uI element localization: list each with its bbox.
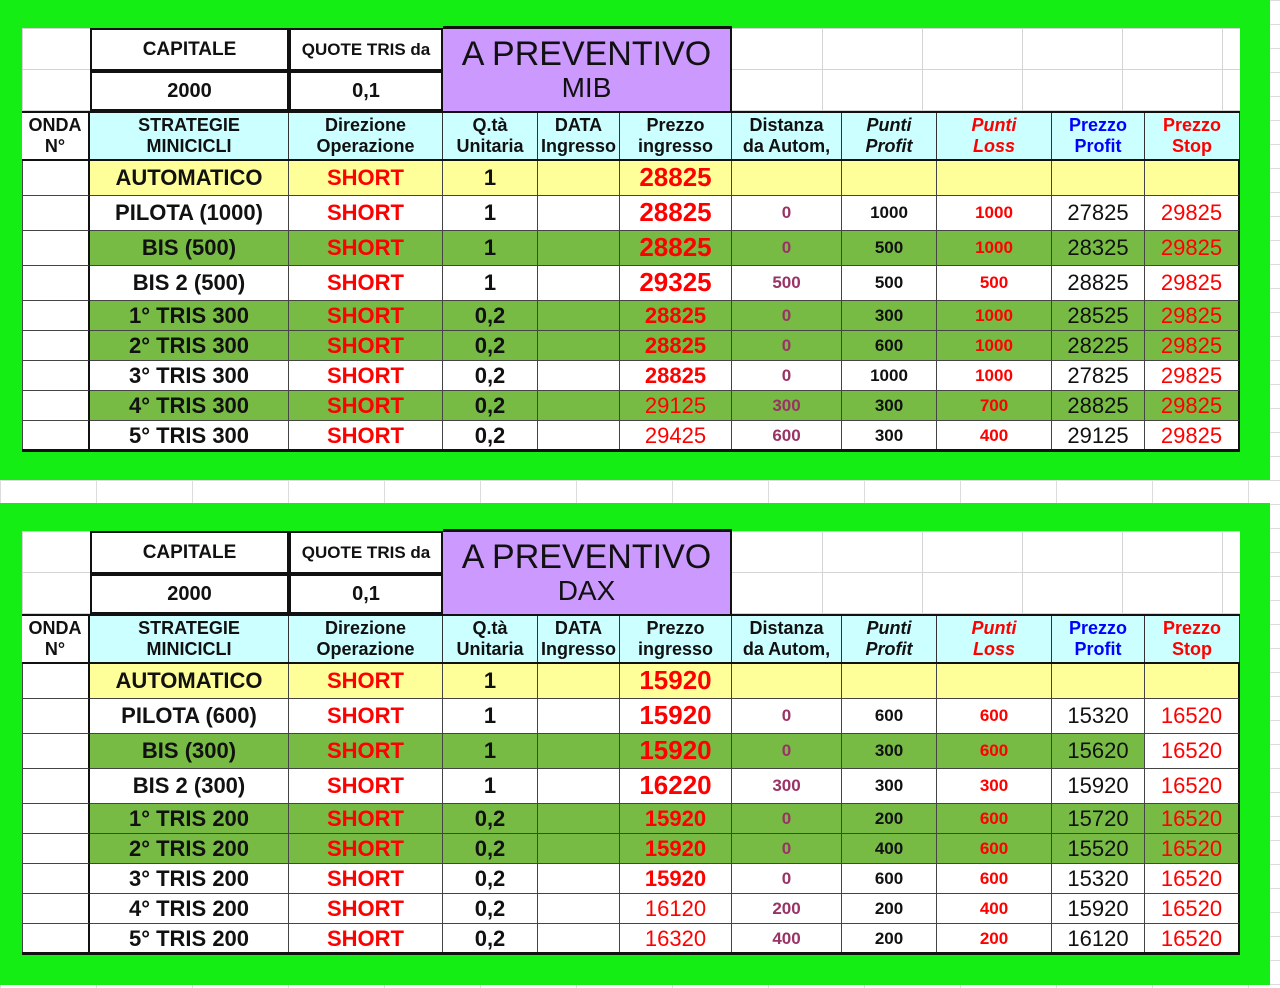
col-data-line-2: Ingresso [540,639,617,659]
stop-price-cell: 16520 [1145,804,1240,834]
punti-loss-cell: 700 [937,391,1052,421]
col-onda-line-2: N° [44,639,66,659]
col-punti-loss-line-2: Loss [972,639,1015,659]
col-distanza-line-2: da Autom, [742,639,831,659]
distance-cell: 0 [732,864,842,894]
quote-tris-value: 0,1 [289,574,443,614]
col-prezzo-ingresso [620,113,732,159]
punti-profit-cell: 1000 [842,196,937,231]
strategy-cell: AUTOMATICO [90,664,289,699]
direction-cell: SHORT [289,834,443,864]
qty-cell: 1 [443,699,538,734]
col-distanza-line-1: Distanza [749,115,824,136]
col-punti-profit-line-1: Punti [866,115,912,136]
col-prezzo-stop-line-1: Prezzo [1162,618,1222,639]
strategy-cell: 1° TRIS 300 [90,301,289,331]
date-cell [538,266,620,301]
entry-price-cell: 29325 [620,266,732,301]
strategy-cell: BIS 2 (500) [90,266,289,301]
direction-cell: SHORT [289,864,443,894]
strategy-cell: PILOTA (600) [90,699,289,734]
distance-cell: 0 [732,361,842,391]
col-strategie-line-1: STRATEGIE [138,618,240,639]
onda-cell [22,331,90,361]
col-data [538,113,620,159]
distance-cell [732,161,842,196]
col-punti-loss [937,616,1052,662]
punti-profit-cell: 600 [842,864,937,894]
qty-cell: 0,2 [443,361,538,391]
punti-loss-cell [937,664,1052,699]
col-direzione [289,616,443,662]
profit-price-cell [1052,161,1145,196]
stop-price-cell [1145,664,1240,699]
col-prezzo-stop [1145,113,1240,159]
punti-profit-cell: 200 [842,804,937,834]
col-distanza-line-2: da Autom, [742,136,831,156]
punti-loss-cell: 1000 [937,301,1052,331]
strategy-cell: 3° TRIS 300 [90,361,289,391]
stop-price-cell [1145,161,1240,196]
capitale-value: 2000 [90,574,289,614]
punti-loss-cell: 300 [937,769,1052,804]
profit-price-cell: 28325 [1052,231,1145,266]
col-data-line-1: DATA [554,618,603,639]
entry-price-cell: 15920 [620,864,732,894]
entry-price-cell: 28825 [620,301,732,331]
punti-loss-cell: 600 [937,699,1052,734]
onda-cell [22,421,90,451]
col-punti-loss-line-1: Punti [971,618,1017,639]
col-direzione [289,113,443,159]
col-prezzo-profit [1052,616,1145,662]
date-cell [538,894,620,924]
sheet-mib [22,28,1240,451]
strategy-cell: BIS (500) [90,231,289,266]
stop-price-cell: 29825 [1145,231,1240,266]
title-line-1: A PREVENTIVO [461,537,712,576]
direction-cell: SHORT [289,331,443,361]
stop-price-cell: 16520 [1145,834,1240,864]
profit-price-cell: 15320 [1052,699,1145,734]
stop-price-cell: 29825 [1145,301,1240,331]
punti-profit-cell: 600 [842,699,937,734]
date-cell [538,769,620,804]
index-name: MIB [561,72,612,104]
col-prezzo-ingresso-line-2: ingresso [637,136,714,156]
quote-tris-label: QUOTE TRIS da [289,531,443,574]
qty-cell: 1 [443,161,538,196]
strategy-cell: BIS (300) [90,734,289,769]
punti-loss-cell: 400 [937,894,1052,924]
date-cell [538,834,620,864]
onda-cell [22,301,90,331]
qty-cell: 0,2 [443,301,538,331]
distance-cell: 300 [732,769,842,804]
entry-price-cell: 15920 [620,699,732,734]
punti-profit-cell: 200 [842,894,937,924]
panel-dax [0,503,1270,985]
profit-price-cell: 27825 [1052,196,1145,231]
distance-cell: 0 [732,834,842,864]
col-punti-profit-line-1: Punti [866,618,912,639]
col-strategie-line-2: MINICICLI [146,639,232,659]
punti-loss-cell: 1000 [937,331,1052,361]
punti-loss-cell: 600 [937,834,1052,864]
onda-cell [22,266,90,301]
direction-cell: SHORT [289,734,443,769]
entry-price-cell: 28825 [620,196,732,231]
distance-cell: 400 [732,924,842,954]
qty-cell: 1 [443,266,538,301]
punti-profit-cell: 500 [842,231,937,266]
col-prezzo-profit [1052,113,1145,159]
col-punti-profit-line-2: Profit [865,136,913,156]
strategy-cell: 2° TRIS 200 [90,834,289,864]
col-prezzo-stop-line-2: Stop [1172,136,1212,156]
profit-price-cell: 15620 [1052,734,1145,769]
punti-loss-cell: 600 [937,804,1052,834]
stop-price-cell: 29825 [1145,361,1240,391]
qty-cell: 0,2 [443,834,538,864]
strategy-cell: 4° TRIS 300 [90,391,289,421]
col-onda-line-1: ONDA [28,115,82,136]
col-onda [22,616,90,662]
entry-price-cell: 16220 [620,769,732,804]
col-direzione-line-2: Operazione [316,639,415,659]
preventivo-title [443,529,732,614]
punti-profit-cell: 300 [842,391,937,421]
col-prezzo-stop [1145,616,1240,662]
punti-profit-cell [842,664,937,699]
date-cell [538,361,620,391]
strategy-cell: PILOTA (1000) [90,196,289,231]
col-distanza [732,616,842,662]
col-punti-profit [842,616,937,662]
stop-price-cell: 29825 [1145,391,1240,421]
col-prezzo-profit-line-2: Profit [1074,639,1122,659]
profit-price-cell: 15920 [1052,769,1145,804]
direction-cell: SHORT [289,266,443,301]
entry-price-cell: 28825 [620,331,732,361]
col-direzione-line-2: Operazione [316,136,415,156]
distance-cell: 0 [732,804,842,834]
onda-cell [22,864,90,894]
profit-price-cell: 27825 [1052,361,1145,391]
qty-cell: 0,2 [443,894,538,924]
punti-profit-cell: 300 [842,301,937,331]
col-data [538,616,620,662]
col-prezzo-stop-line-2: Stop [1172,639,1212,659]
qty-cell: 0,2 [443,421,538,451]
punti-loss-cell: 200 [937,924,1052,954]
onda-cell [22,391,90,421]
distance-cell: 0 [732,331,842,361]
col-prezzo-ingresso-line-1: Prezzo [646,618,705,639]
col-onda-line-1: ONDA [28,618,82,639]
profit-price-cell: 28825 [1052,266,1145,301]
date-cell [538,161,620,196]
col-qta-line-1: Q.tà [472,618,508,639]
strategy-cell: 3° TRIS 200 [90,864,289,894]
distance-cell: 300 [732,391,842,421]
col-prezzo-stop-line-1: Prezzo [1162,115,1222,136]
qty-cell: 1 [443,664,538,699]
punti-profit-cell: 400 [842,834,937,864]
direction-cell: SHORT [289,699,443,734]
col-prezzo-ingresso-line-1: Prezzo [646,115,705,136]
stop-price-cell: 16520 [1145,864,1240,894]
col-prezzo-ingresso-line-2: ingresso [637,639,714,659]
date-cell [538,331,620,361]
profit-price-cell: 15920 [1052,894,1145,924]
preventivo-title [443,26,732,111]
title-line-1: A PREVENTIVO [461,34,712,73]
profit-price-cell: 15520 [1052,834,1145,864]
date-cell [538,301,620,331]
profit-price-cell: 28525 [1052,301,1145,331]
col-punti-loss-line-2: Loss [972,136,1015,156]
capitale-label: CAPITALE [90,28,289,71]
punti-loss-cell: 1000 [937,361,1052,391]
qty-cell: 0,2 [443,804,538,834]
col-qta-line-2: Unitaria [456,639,524,659]
stop-price-cell: 29825 [1145,421,1240,451]
table-bottom-border [22,449,1240,452]
punti-profit-cell: 300 [842,421,937,451]
punti-loss-cell: 500 [937,266,1052,301]
col-data-line-1: DATA [554,115,603,136]
quote-tris-label: QUOTE TRIS da [289,28,443,71]
sheet-dax [22,531,1240,954]
direction-cell: SHORT [289,361,443,391]
col-qta [443,113,538,159]
onda-cell [22,924,90,954]
profit-price-cell: 29125 [1052,421,1145,451]
strategy-cell: 4° TRIS 200 [90,894,289,924]
direction-cell: SHORT [289,231,443,266]
distance-cell [732,664,842,699]
entry-price-cell: 15920 [620,734,732,769]
entry-price-cell: 15920 [620,834,732,864]
profit-price-cell: 15320 [1052,864,1145,894]
direction-cell: SHORT [289,664,443,699]
onda-cell [22,734,90,769]
stop-price-cell: 29825 [1145,196,1240,231]
entry-price-cell: 15920 [620,664,732,699]
date-cell [538,196,620,231]
direction-cell: SHORT [289,301,443,331]
distance-cell: 0 [732,196,842,231]
capitale-label: CAPITALE [90,531,289,574]
capitale-value: 2000 [90,71,289,111]
onda-cell [22,834,90,864]
date-cell [538,699,620,734]
punti-loss-cell: 1000 [937,196,1052,231]
col-punti-profit-line-2: Profit [865,639,913,659]
date-cell [538,664,620,699]
profit-price-cell: 15720 [1052,804,1145,834]
direction-cell: SHORT [289,894,443,924]
punti-profit-cell: 500 [842,266,937,301]
col-qta-line-1: Q.tà [472,115,508,136]
direction-cell: SHORT [289,421,443,451]
punti-loss-cell: 600 [937,734,1052,769]
qty-cell: 1 [443,196,538,231]
col-direzione-line-1: Direzione [324,115,407,136]
col-distanza [732,113,842,159]
profit-price-cell: 16120 [1052,924,1145,954]
onda-cell [22,699,90,734]
date-cell [538,804,620,834]
punti-profit-cell [842,161,937,196]
entry-price-cell: 16120 [620,894,732,924]
onda-cell [22,894,90,924]
panel-mib [0,0,1270,480]
col-distanza-line-1: Distanza [749,618,824,639]
strategy-cell: BIS 2 (300) [90,769,289,804]
col-punti-profit [842,113,937,159]
direction-cell: SHORT [289,161,443,196]
col-prezzo-profit-line-1: Prezzo [1068,115,1128,136]
stop-price-cell: 16520 [1145,699,1240,734]
punti-profit-cell: 200 [842,924,937,954]
punti-loss-cell [937,161,1052,196]
profit-price-cell [1052,664,1145,699]
col-onda [22,113,90,159]
stop-price-cell: 29825 [1145,266,1240,301]
distance-cell: 200 [732,894,842,924]
entry-price-cell: 29425 [620,421,732,451]
entry-price-cell: 16320 [620,924,732,954]
date-cell [538,734,620,769]
distance-cell: 600 [732,421,842,451]
distance-cell: 0 [732,699,842,734]
qty-cell: 1 [443,769,538,804]
col-strategie [90,616,289,662]
qty-cell: 0,2 [443,924,538,954]
onda-cell [22,769,90,804]
punti-profit-cell: 300 [842,734,937,769]
stop-price-cell: 16520 [1145,894,1240,924]
punti-loss-cell: 600 [937,864,1052,894]
qty-cell: 1 [443,231,538,266]
direction-cell: SHORT [289,924,443,954]
direction-cell: SHORT [289,391,443,421]
entry-price-cell: 28825 [620,231,732,266]
entry-price-cell: 29125 [620,391,732,421]
qty-cell: 0,2 [443,391,538,421]
punti-profit-cell: 600 [842,331,937,361]
strategy-cell: 1° TRIS 200 [90,804,289,834]
date-cell [538,231,620,266]
date-cell [538,391,620,421]
distance-cell: 0 [732,301,842,331]
stop-price-cell: 29825 [1145,331,1240,361]
col-data-line-2: Ingresso [540,136,617,156]
qty-cell: 0,2 [443,864,538,894]
col-punti-loss-line-1: Punti [971,115,1017,136]
date-cell [538,421,620,451]
onda-cell [22,231,90,266]
col-strategie-line-2: MINICICLI [146,136,232,156]
date-cell [538,924,620,954]
col-prezzo-ingresso [620,616,732,662]
strategy-cell: 5° TRIS 300 [90,421,289,451]
direction-cell: SHORT [289,804,443,834]
col-prezzo-profit-line-1: Prezzo [1068,618,1128,639]
profit-price-cell: 28825 [1052,391,1145,421]
onda-cell [22,161,90,196]
col-punti-loss [937,113,1052,159]
table-bottom-border [22,952,1240,955]
strategy-cell: 2° TRIS 300 [90,331,289,361]
stop-price-cell: 16520 [1145,769,1240,804]
col-strategie [90,113,289,159]
entry-price-cell: 15920 [620,804,732,834]
direction-cell: SHORT [289,196,443,231]
date-cell [538,864,620,894]
index-name: DAX [557,575,616,607]
stop-price-cell: 16520 [1145,734,1240,769]
distance-cell: 0 [732,734,842,769]
onda-cell [22,196,90,231]
punti-profit-cell: 1000 [842,361,937,391]
col-direzione-line-1: Direzione [324,618,407,639]
qty-cell: 0,2 [443,331,538,361]
qty-cell: 1 [443,734,538,769]
entry-price-cell: 28825 [620,161,732,196]
direction-cell: SHORT [289,769,443,804]
col-strategie-line-1: STRATEGIE [138,115,240,136]
distance-cell: 0 [732,231,842,266]
col-qta-line-2: Unitaria [456,136,524,156]
col-onda-line-2: N° [44,136,66,156]
stop-price-cell: 16520 [1145,924,1240,954]
col-qta [443,616,538,662]
profit-price-cell: 28225 [1052,331,1145,361]
strategy-cell: AUTOMATICO [90,161,289,196]
punti-loss-cell: 400 [937,421,1052,451]
onda-cell [22,361,90,391]
distance-cell: 500 [732,266,842,301]
onda-cell [22,664,90,699]
strategy-cell: 5° TRIS 200 [90,924,289,954]
onda-cell [22,804,90,834]
entry-price-cell: 28825 [620,361,732,391]
punti-loss-cell: 1000 [937,231,1052,266]
punti-profit-cell: 300 [842,769,937,804]
col-prezzo-profit-line-2: Profit [1074,136,1122,156]
quote-tris-value: 0,1 [289,71,443,111]
